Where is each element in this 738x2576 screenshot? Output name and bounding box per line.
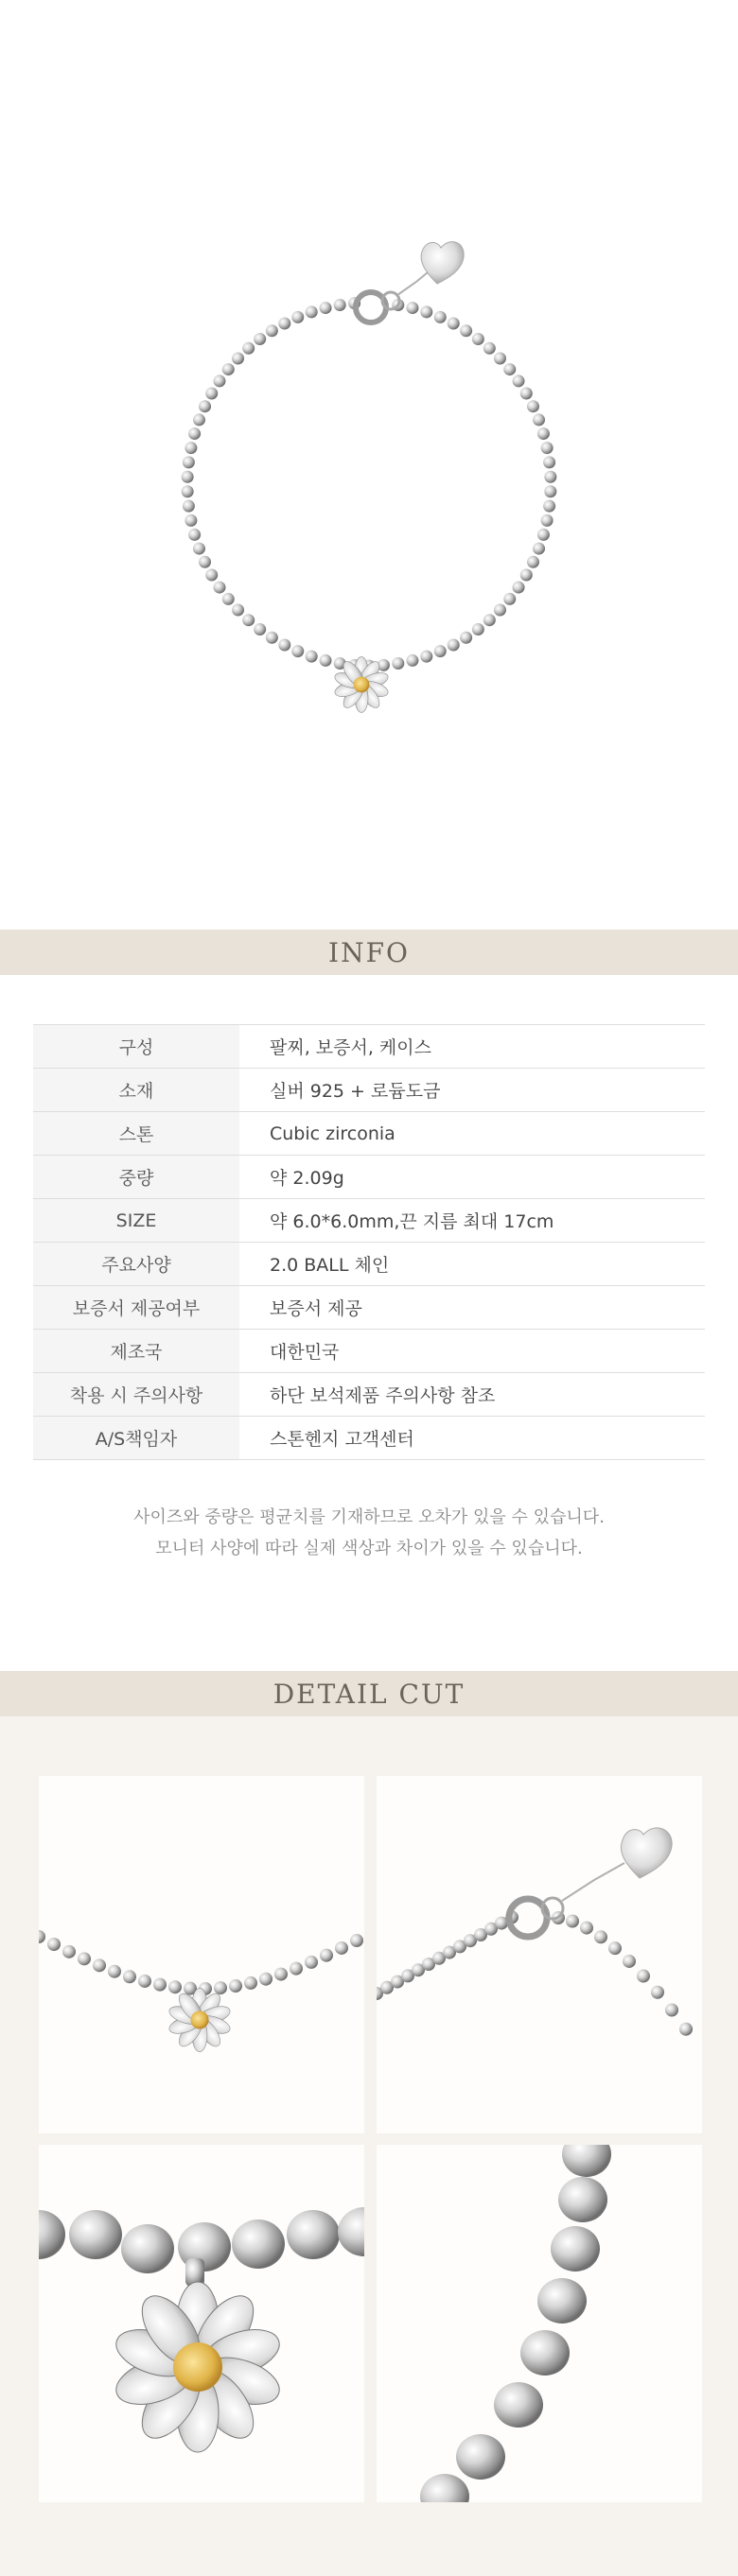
info-label: 스톤	[33, 1112, 239, 1156]
detail-image-pendant	[39, 1776, 364, 2133]
info-section-header	[0, 930, 738, 975]
info-row	[33, 1112, 705, 1156]
info-row	[33, 1330, 705, 1373]
product-info-table	[33, 1024, 705, 1460]
info-row	[33, 1156, 705, 1199]
chain-beads	[182, 297, 557, 671]
clasp-ring	[356, 292, 386, 322]
info-value: 약 6.0*6.0mm,끈 지름 최대 17cm	[270, 1211, 554, 1232]
note-line: 모니터 사양에 따라 실제 색상과 차이가 있을 수 있습니다.	[155, 1539, 583, 1558]
tag-chain	[397, 272, 428, 295]
info-label: 보증서 제공여부	[33, 1286, 239, 1330]
info-value: 팔찌, 보증서, 케이스	[270, 1037, 431, 1058]
info-label: 구성	[33, 1025, 239, 1069]
info-table-wrapper	[0, 975, 738, 1460]
info-label: SIZE	[33, 1199, 239, 1243]
info-label: 착용 시 주의사항	[33, 1373, 239, 1417]
info-value: 약 2.09g	[270, 1168, 344, 1189]
info-row	[33, 1069, 705, 1112]
bracelet-illustration	[0, 0, 738, 930]
info-label: 주요사양	[33, 1243, 239, 1286]
info-label: 제조국	[33, 1330, 239, 1373]
info-row	[33, 1417, 705, 1460]
info-value: 하단 보석제품 주의사항 참조	[270, 1385, 496, 1406]
product-hero-image	[0, 0, 738, 930]
detail-image-clasp	[377, 1776, 702, 2133]
info-value: 대한민국	[270, 1342, 340, 1363]
info-row	[33, 1286, 705, 1330]
detail-cut-grid	[0, 1716, 738, 2576]
info-label: A/S책임자	[33, 1417, 239, 1460]
info-value: Cubic zirconia	[270, 1123, 395, 1144]
detail-section-header	[0, 1671, 738, 1716]
info-row	[33, 1373, 705, 1417]
info-value: 2.0 BALL 체인	[270, 1255, 390, 1276]
info-row	[33, 1243, 705, 1286]
info-row	[33, 1025, 705, 1069]
info-title: INFO	[328, 936, 410, 968]
info-row	[33, 1199, 705, 1243]
info-value: 스톤헨지 고객센터	[270, 1429, 414, 1450]
detail-image-daisy-closeup	[39, 2145, 364, 2502]
note-line: 사이즈와 중량은 평균치를 기재하므로 오차가 있을 수 있습니다.	[133, 1507, 605, 1527]
detail-title: DETAIL CUT	[272, 1678, 466, 1710]
info-label: 중량	[33, 1156, 239, 1199]
notes-block	[0, 1460, 738, 1671]
info-value: 실버 925 + 로듐도금	[270, 1081, 441, 1102]
heart-tag	[421, 242, 464, 284]
info-value: 보증서 제공	[270, 1298, 362, 1319]
info-label: 소재	[33, 1069, 239, 1112]
detail-image-chain-closeup	[377, 2145, 702, 2502]
